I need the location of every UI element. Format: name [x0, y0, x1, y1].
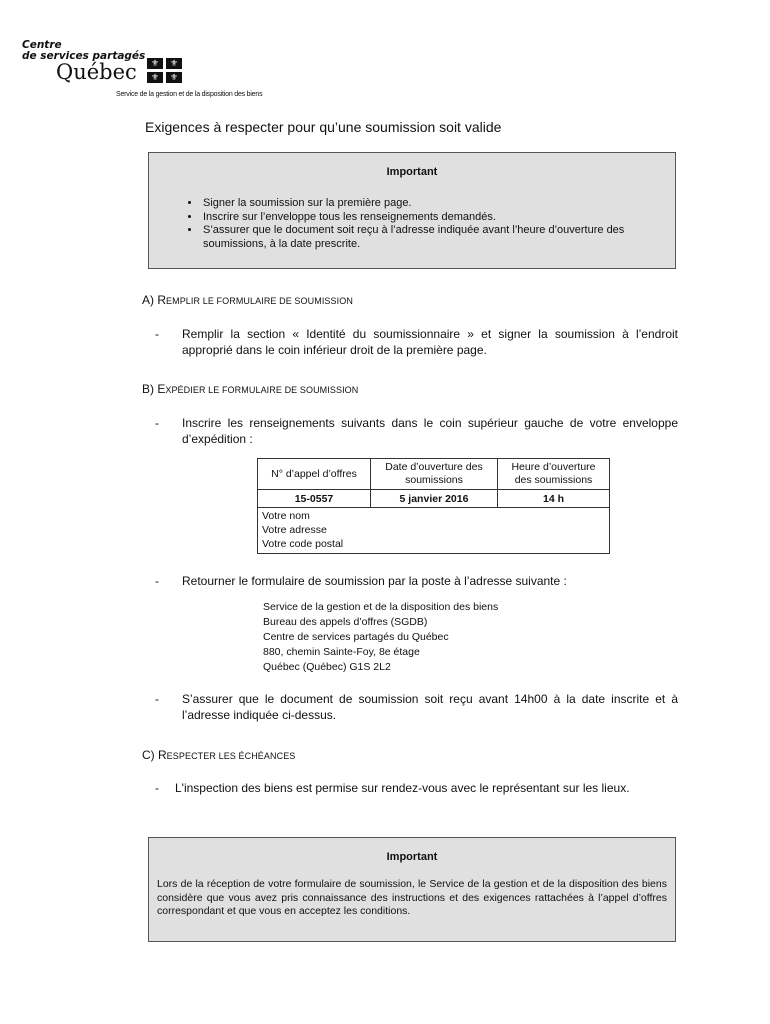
- dash-bullet: -: [155, 327, 159, 341]
- section-b-item-3: - S’assurer que le document de soumission soit reçu avant 14h00 à la date inscrite et à l’adresse indiquée ci-dessus.: [155, 692, 678, 722]
- table-row: [258, 459, 610, 490]
- logo-service-line: Service de la gestion et de la disposition des biens: [116, 91, 263, 98]
- page-title: Exigences à respecter pour qu’une soumission soit valide: [145, 119, 502, 135]
- table-row: [258, 508, 610, 554]
- table-header-cell: N° d’appel d’offres: [258, 459, 371, 490]
- table-row: [258, 490, 610, 508]
- important-box-title: Important: [386, 166, 438, 178]
- section-b-item-1: - Inscrire les renseignements suivants dans le coin supérieur gauche de votre enveloppe d’expédition :: [155, 416, 678, 446]
- section-a-heading: A) REMPLIR LE FORMULAIRE DE SOUMISSION: [142, 293, 353, 307]
- logo-quebec-wordmark: Québec: [56, 60, 137, 84]
- csp-quebec-logo: [22, 40, 322, 104]
- envelope-info-table: [257, 458, 610, 554]
- list-item: • Inscrire sur l’enveloppe tous les renseignements demandés.: [201, 211, 675, 225]
- important-list: [149, 197, 675, 251]
- fleur-de-lis-flag-icon: ⚜ ⚜ ⚜ ⚜: [147, 58, 183, 84]
- important-notice-text: Lors de la réception de votre formulaire de soumission, le Service de la gestion et de la disposition des biens considère que vous avez pris connaissance des instructions et des exigences rattachées à l’appel d’offres correspondant et que vous en acceptez les conditions.: [157, 878, 667, 917]
- logo-line-centre: Centre: [22, 39, 62, 51]
- important-box-title: Important: [386, 851, 438, 863]
- dash-bullet: -: [155, 781, 159, 795]
- table-header-cell: Heure d’ouverture des soumissions: [498, 459, 610, 490]
- table-header-cell: Date d’ouverture des soumissions: [371, 459, 498, 490]
- section-c-item: - L'inspection des biens est permise sur rendez-vous avec le représentant sur les lieux.: [155, 781, 630, 795]
- section-b-heading: B) EXPÉDIER LE FORMULAIRE DE SOUMISSION: [142, 382, 359, 396]
- dash-bullet: -: [155, 416, 159, 430]
- table-cell: 5 janvier 2016: [371, 490, 498, 508]
- logo-line-services: de services partagés: [22, 50, 146, 62]
- mailing-address: Service de la gestion et de la disposition des biens Bureau des appels d’offres (SGDB) Centre de services partagés du Québec 880, chemin Sainte-Foy, 8e étage Québec (Québec) G1S 2L2: [263, 601, 499, 673]
- important-box-top: [148, 152, 676, 269]
- list-item: • S’assurer que le document soit reçu à l’adresse indiquée avant l’heure d’ouverture des soumissions, à la date prescrite.: [201, 224, 675, 251]
- dash-bullet: -: [155, 692, 159, 706]
- dash-bullet: -: [155, 574, 159, 588]
- sender-address-cell: Votre nom Votre adresse Votre code postal: [258, 508, 610, 554]
- important-box-bottom: [148, 837, 676, 942]
- table-cell: 14 h: [498, 490, 610, 508]
- section-a-item: - Remplir la section « Identité du soumissionnaire » et signer la soumission à l’endroit approprié dans le coin inférieur droit de la première page.: [155, 327, 678, 357]
- table-cell: 15-0557: [258, 490, 371, 508]
- list-item: • Signer la soumission sur la première page.: [201, 197, 675, 211]
- section-b-item-2: - Retourner le formulaire de soumission par la poste à l’adresse suivante :: [155, 574, 567, 588]
- section-c-heading: C) RESPECTER LES ÉCHÉANCES: [142, 748, 296, 762]
